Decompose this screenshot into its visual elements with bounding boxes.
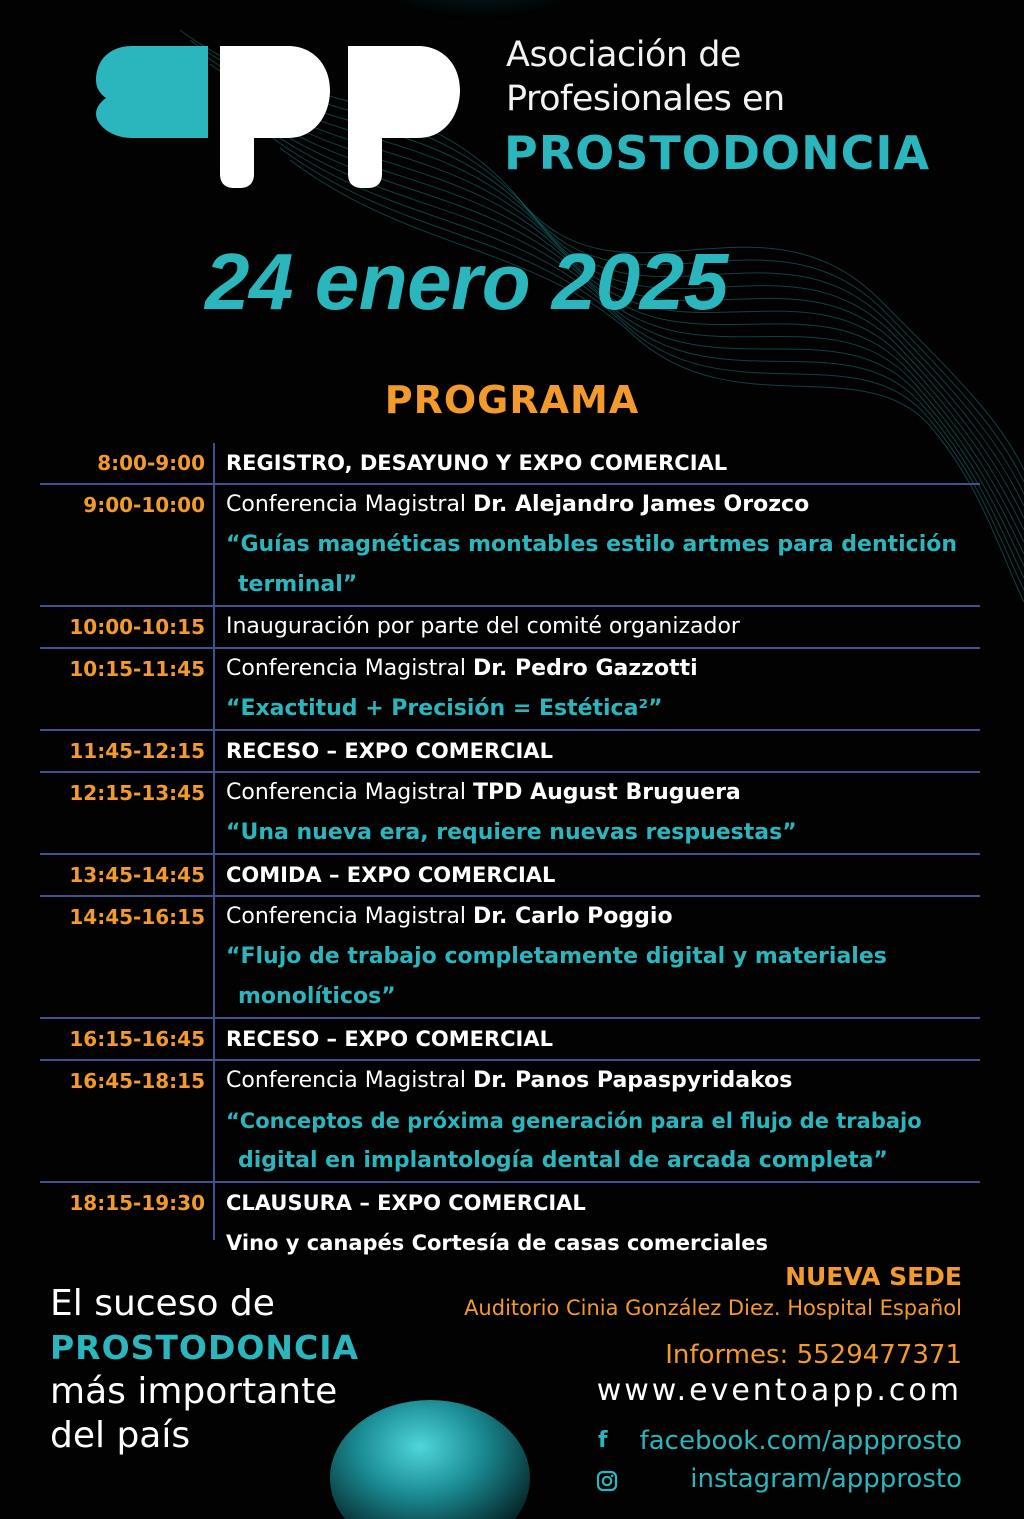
schedule-row [40, 1183, 980, 1263]
schedule-time: 10:15-11:45 [69, 657, 205, 681]
phone-info: Informes: 5529477371 [665, 1340, 962, 1370]
logo-letter-p2 [348, 46, 460, 188]
schedule-time: 16:45-18:15 [69, 1069, 205, 1093]
app-logo [92, 42, 464, 190]
talk-title-cont: terminal” [238, 572, 358, 597]
speaker-name: Dr. Pedro Gazzotti [473, 656, 698, 681]
schedule-time: 8:00-9:00 [97, 451, 205, 475]
schedule-activity: CLAUSURA – EXPO COMERCIAL [226, 1191, 586, 1215]
schedule-activity: RECESO – EXPO COMERCIAL [226, 739, 553, 763]
schedule-row [40, 1019, 980, 1061]
schedule-time: 11:45-12:15 [69, 739, 205, 763]
venue-address: Auditorio Cinia González Diez. Hospital Español [464, 1296, 962, 1320]
talk-title: “Una nueva era, requiere nuevas respuestas” [226, 820, 797, 845]
tagline-line1: El suceso de [50, 1283, 275, 1324]
conference-label: Conferencia Magistral [226, 1068, 474, 1093]
conference-label: Conferencia Magistral [226, 780, 474, 805]
tagline-line4: del país [50, 1415, 191, 1456]
talk-title: “Flujo de trabajo completamente digital y materiales [226, 944, 887, 969]
instagram-link[interactable]: instagram/appprosto [690, 1464, 962, 1494]
schedule-row [40, 649, 980, 731]
logo-letter-p1 [220, 46, 330, 188]
speaker-name: TPD August Bruguera [473, 780, 741, 805]
schedule-time: 13:45-14:45 [69, 863, 205, 887]
org-name-line3: PROSTODONCIA [504, 126, 931, 180]
talk-title: “Exactitud + Precisión = Estética²” [226, 696, 663, 721]
tagline [50, 1282, 359, 1458]
schedule-row [40, 607, 980, 649]
org-name-line2: Profesionales en [506, 79, 785, 119]
logo-letter-a [96, 46, 208, 138]
schedule-row [40, 443, 980, 485]
talk-title-cont: monolíticos” [238, 984, 396, 1009]
bottom-sphere [330, 1400, 530, 1519]
org-name-line1: Asociación de [506, 35, 741, 75]
schedule-time: 18:15-19:30 [69, 1191, 205, 1215]
speaker-name: Dr. Carlo Poggio [473, 904, 673, 929]
venue-heading: NUEVA SEDE [785, 1262, 962, 1291]
program-heading: PROGRAMA [384, 378, 640, 422]
schedule-row [40, 731, 980, 773]
conference-label: Conferencia Magistral [226, 492, 474, 517]
speaker-name: Dr. Panos Papaspyridakos [473, 1068, 793, 1093]
schedule-row [40, 773, 980, 855]
facebook-link[interactable]: facebook.com/appprosto [639, 1426, 962, 1456]
top-sphere [360, 0, 600, 20]
schedule-row [40, 1061, 980, 1183]
conference-label: Conferencia Magistral [226, 904, 474, 929]
instagram-icon[interactable] [596, 1470, 618, 1492]
speaker-name: Dr. Alejandro James Orozco [473, 492, 810, 517]
schedule-table [40, 443, 980, 1263]
website-link[interactable]: www.eventoapp.com [596, 1373, 962, 1408]
schedule-time: 12:15-13:45 [69, 781, 205, 805]
conference-label: Conferencia Magistral [226, 656, 474, 681]
schedule-activity: COMIDA – EXPO COMERCIAL [226, 863, 556, 887]
tagline-line2: PROSTODONCIA [50, 1328, 360, 1367]
schedule-activity: REGISTRO, DESAYUNO Y EXPO COMERCIAL [226, 451, 728, 475]
schedule-row [40, 855, 980, 897]
talk-title-cont: digital en implantología dental de arcada completa” [238, 1148, 888, 1173]
schedule-activity: RECESO – EXPO COMERCIAL [226, 1027, 553, 1051]
event-date: 24 enero 2025 [205, 237, 728, 326]
schedule-row [40, 897, 980, 1019]
schedule-time: 9:00-10:00 [83, 493, 205, 517]
schedule-time: 14:45-16:15 [69, 905, 205, 929]
schedule-row [40, 485, 980, 607]
talk-title: “Conceptos de próxima generación para el flujo de trabajo [226, 1109, 922, 1133]
schedule-time: 16:15-16:45 [69, 1027, 205, 1051]
schedule-activity: Inauguración por parte del comité organizador [226, 614, 740, 639]
schedule-time: 10:00-10:15 [69, 615, 205, 639]
facebook-icon[interactable]: f [598, 1428, 608, 1453]
schedule-activity-note: Vino y canapés Cortesía de casas comerciales [226, 1231, 769, 1255]
talk-title: “Guías magnéticas montables estilo artmes para dentición [226, 532, 958, 557]
tagline-line3: más importante [50, 1371, 338, 1412]
